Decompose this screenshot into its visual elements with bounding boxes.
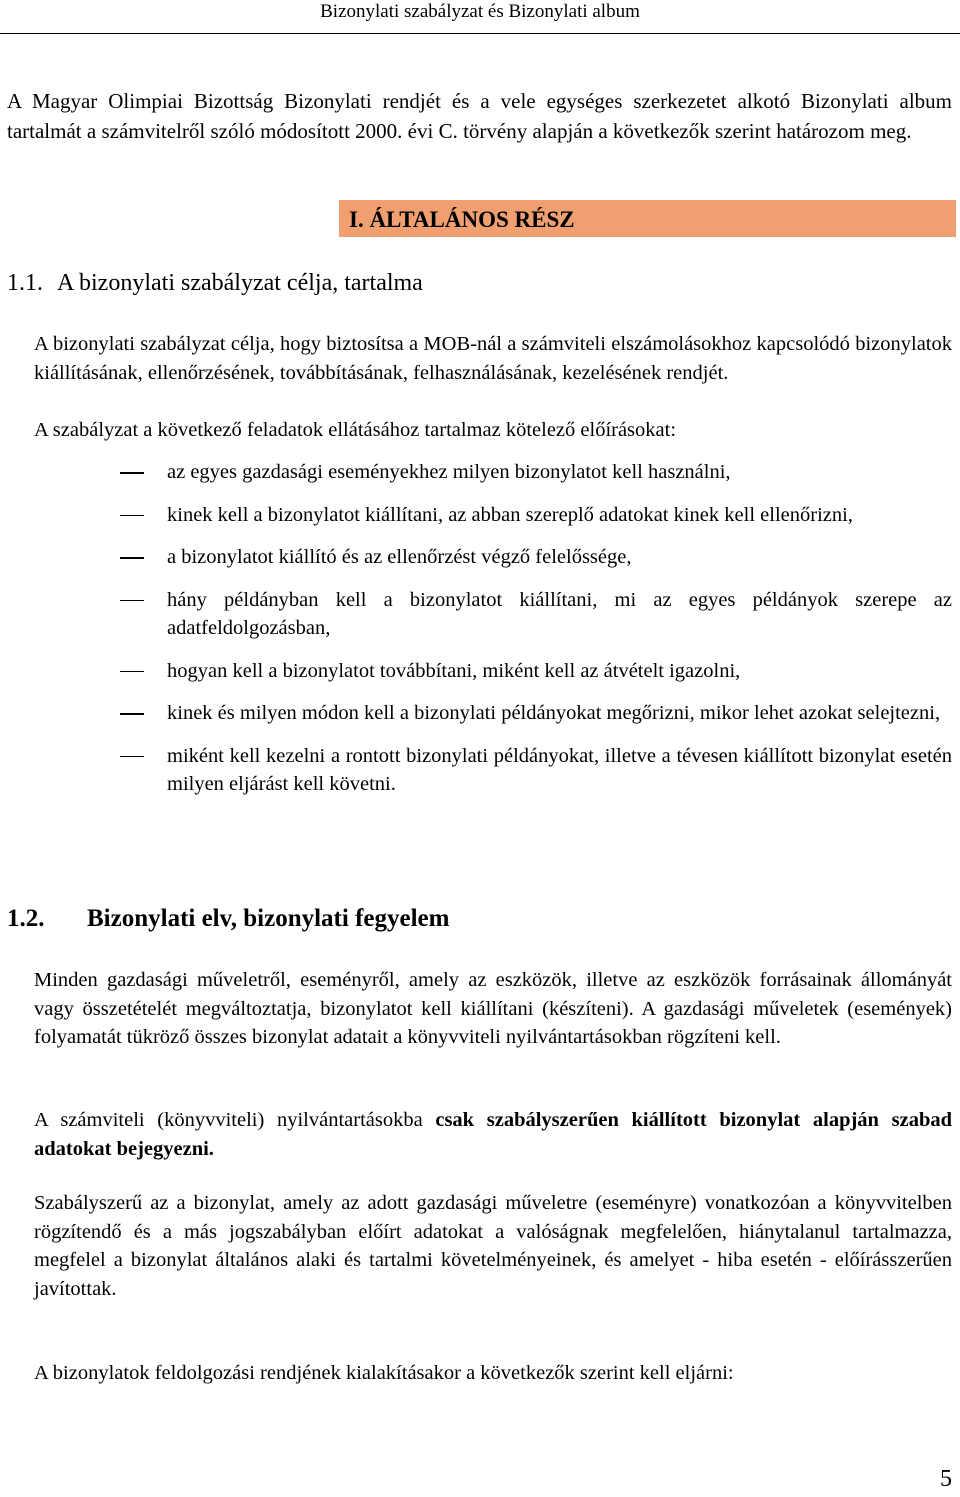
dash-bullet — [120, 557, 144, 559]
list-item: hány példányban kell a bizonylatot kiállítani, mi az egyes példányok szerepe az adatfeldolgozásban, — [120, 586, 952, 643]
heading-text: A bizonylati szabályzat célja, tartalma — [57, 270, 423, 296]
dash-bullet — [120, 671, 144, 673]
page-number: 5 — [940, 1466, 952, 1492]
dash-bullet — [120, 472, 144, 474]
processing-paragraph: A bizonylatok feldolgozási rendjének kialakításakor a következők szerint kell eljárni: — [34, 1362, 734, 1384]
requirements-intro: A szabályzat a következő feladatok ellátásához tartalmaz kötelező előírásokat: — [34, 419, 677, 441]
dash-bullet — [120, 756, 144, 758]
heading-1-1 — [7, 268, 423, 298]
emphasis-text: csak szabályszerűen kiállított bizonylat alapján szabad adatokat bejegyezni. — [34, 1109, 952, 1160]
dash-bullet — [120, 515, 144, 517]
list-item: kinek és milyen módon kell a bizonylati példányokat megőrizni, mikor lehet azokat selejtezni, — [120, 699, 952, 728]
purpose-paragraph: A bizonylati szabályzat célja, hogy biztosítsa a MOB-nál a számviteli elszámolásokhoz kapcsolódó bizonylatok kiállításának, ellenőrzésének, továbbításának, felhasználásának, kezelésének rendjét. — [34, 333, 952, 384]
dash-bullet — [120, 713, 144, 715]
recording-paragraph: A számviteli (könyvviteli) nyilvántartásokba csak szabályszerűen kiállított bizonylat alapján szabad adatokat bejegyezni. — [34, 1109, 952, 1160]
section-banner — [339, 200, 956, 237]
heading-number: 1.1. — [7, 270, 43, 296]
header-divider — [0, 33, 960, 34]
list-item: az egyes gazdasági eseményekhez milyen bizonylatot kell használni, — [120, 458, 952, 487]
principle-paragraph: Minden gazdasági műveletről, eseményről, amely az eszközök, illetve az eszközök forrásainak állományát vagy összetételét megváltoztatja, bizonylatot kell kiállítani (készíteni). A gazdasági műveletek (események) folyamatát tükröző összes bizonylat adatait a könyvviteli nyilvántartásokban rögzíteni kell. — [34, 969, 952, 1048]
heading-1-2 — [7, 903, 449, 935]
list-item: miként kell kezelni a rontott bizonylati példányokat, illetve a tévesen kiállított bizonylat esetén milyen eljárást kell követni. — [120, 742, 952, 799]
list-item: hogyan kell a bizonylatot továbbítani, miként kell az átvételt igazolni, — [120, 657, 952, 686]
heading-number: 1.2. — [7, 905, 45, 932]
list-item: a bizonylatot kiállító és az ellenőrzést végző felelőssége, — [120, 543, 952, 572]
dash-bullet — [120, 600, 144, 602]
requirements-list — [120, 458, 952, 813]
heading-text: Bizonylati elv, bizonylati fegyelem — [87, 905, 450, 932]
running-header: Bizonylati szabályzat és Bizonylati album — [320, 1, 640, 22]
regularity-paragraph: Szabályszerű az a bizonylat, amely az adott gazdasági műveletre (eseményre) vonatkozóan a könyvvitelben rögzítendő és a más jogszabályban előírt adatokat a valóságnak megfelelően, hiánytalanul tartalmazza, megfelel a bizonylat általános alaki és tartalmi követelményeinek, és amelyet - hiba esetén - előírásszerűen javítottak. — [34, 1192, 952, 1300]
intro-paragraph: A Magyar Olimpiai Bizottság Bizonylati rendjét és a vele egységes szerkezetet alkotó Bizonylati album tartalmát a számvitelről szóló módosított 2000. évi C. törvény alapján a következők szerint határozom meg. — [7, 89, 952, 143]
section-title: I. ÁLTALÁNOS RÉSZ — [349, 207, 575, 232]
list-item: kinek kell a bizonylatot kiállítani, az abban szereplő adatokat kinek kell ellenőrizni, — [120, 501, 952, 530]
